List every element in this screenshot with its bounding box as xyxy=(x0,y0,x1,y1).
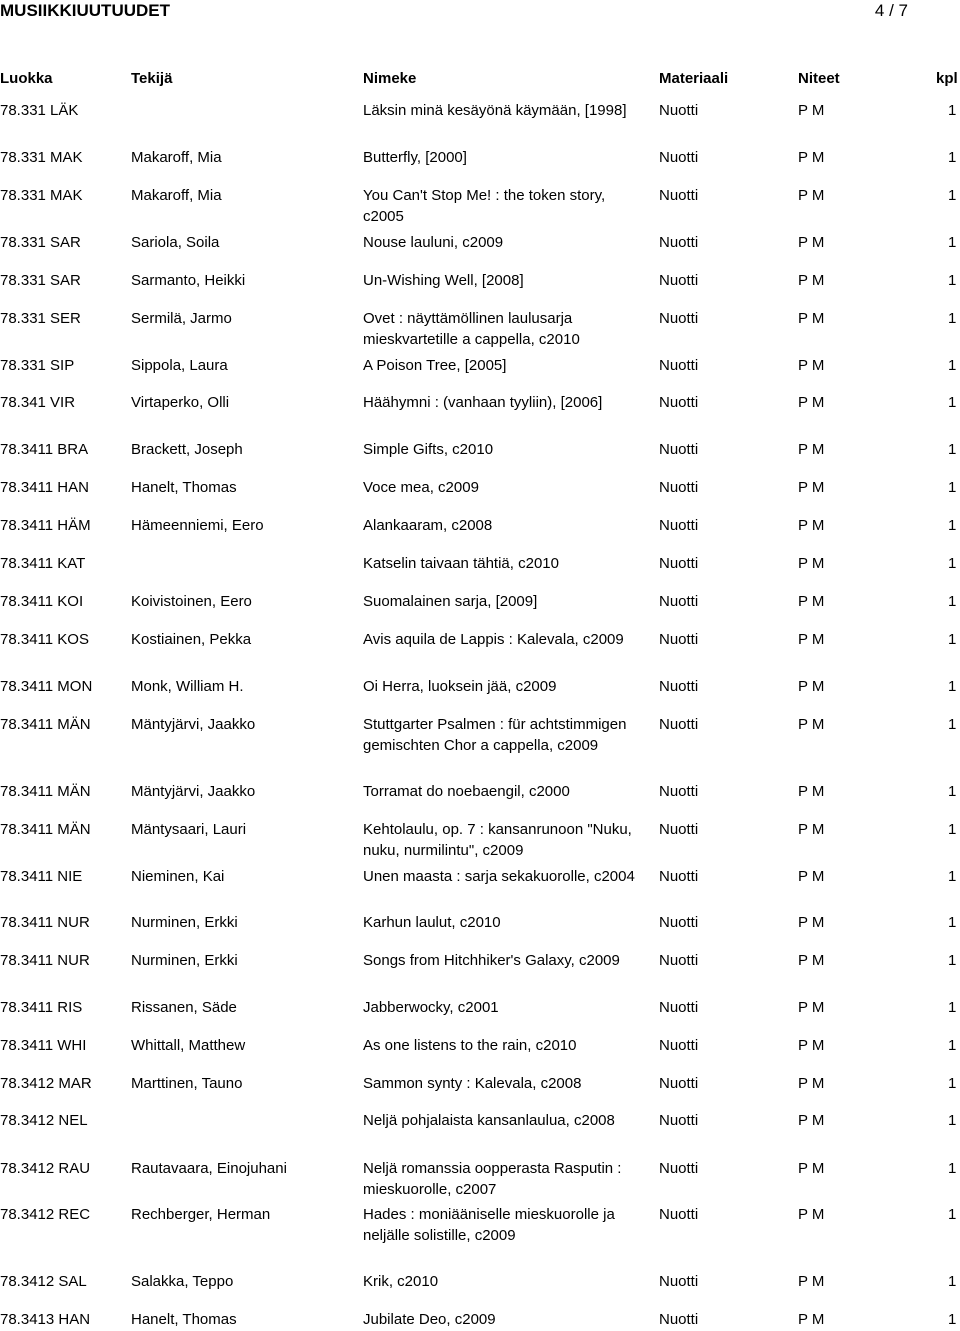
cell-nimeke: Stuttgarter Psalmen : für achtstimmigen gemischten Chor a cappella, c2009 xyxy=(363,716,627,754)
cell-kpl: 1 xyxy=(948,1273,957,1290)
cell-kpl: 1 xyxy=(948,272,957,289)
cell-materiaali: Nuotti xyxy=(659,479,699,496)
cell-tekija: Rautavaara, Einojuhani xyxy=(131,1160,287,1177)
cell-kpl: 1 xyxy=(948,868,957,885)
cell-nimeke: Karhun laulut, c2010 xyxy=(363,914,501,931)
cell-niteet: P M xyxy=(798,357,825,374)
cell-tekija: Nieminen, Kai xyxy=(131,868,225,885)
cell-niteet: P M xyxy=(798,914,825,931)
cell-kpl: 1 xyxy=(948,479,957,496)
cell-materiaali: Nuotti xyxy=(659,394,699,411)
cell-tekija: Sippola, Laura xyxy=(131,357,228,374)
cell-luokka: 78.3411 WHI xyxy=(0,1037,87,1054)
cell-luokka: 78.3411 KOS xyxy=(0,631,89,648)
cell-nimeke: Hades : moniääniselle mieskuorolle ja neljälle solistille, c2009 xyxy=(363,1206,615,1244)
cell-kpl: 1 xyxy=(948,1112,957,1129)
cell-nimeke: Nouse lauluni, c2009 xyxy=(363,234,504,251)
cell-kpl: 1 xyxy=(948,1206,957,1223)
cell-materiaali: Nuotti xyxy=(659,149,699,166)
cell-luokka: 78.3412 SAL xyxy=(0,1273,87,1290)
cell-nimeke: You Can't Stop Me! : the token story, c2005 xyxy=(363,187,606,225)
cell-materiaali: Nuotti xyxy=(659,952,699,969)
cell-tekija: Mäntyjärvi, Jaakko xyxy=(131,783,256,800)
cell-nimeke: Un-Wishing Well, [2008] xyxy=(363,272,524,289)
cell-tekija: Hanelt, Thomas xyxy=(131,479,237,496)
column-header-kpl: kpl xyxy=(936,70,958,87)
cell-materiaali: Nuotti xyxy=(659,716,699,733)
cell-niteet: P M xyxy=(798,394,825,411)
cell-nimeke: Katselin taivaan tähtiä, c2010 xyxy=(363,555,559,572)
cell-kpl: 1 xyxy=(948,357,957,374)
cell-tekija: Hämeenniemi, Eero xyxy=(131,517,264,534)
cell-materiaali: Nuotti xyxy=(659,441,699,458)
cell-niteet: P M xyxy=(798,272,825,289)
cell-nimeke: Oi Herra, luoksein jää, c2009 xyxy=(363,678,557,695)
cell-kpl: 1 xyxy=(948,1160,957,1177)
cell-nimeke: Voce mea, c2009 xyxy=(363,479,479,496)
cell-nimeke: Simple Gifts, c2010 xyxy=(363,441,494,458)
cell-niteet: P M xyxy=(798,678,825,695)
cell-tekija: Rechberger, Herman xyxy=(131,1206,271,1223)
cell-nimeke: Alankaaram, c2008 xyxy=(363,517,493,534)
cell-niteet: P M xyxy=(798,999,825,1016)
cell-tekija: Koivistoinen, Eero xyxy=(131,593,252,610)
cell-tekija: Nurminen, Erkki xyxy=(131,914,238,931)
cell-luokka: 78.3411 NUR xyxy=(0,914,90,931)
cell-nimeke: Neljä romanssia oopperasta Rasputin : mieskuorolle, c2007 xyxy=(363,1160,622,1198)
cell-luokka: 78.3412 REC xyxy=(0,1206,91,1223)
cell-nimeke: Butterfly, [2000] xyxy=(363,149,467,166)
cell-nimeke: Suomalainen sarja, [2009] xyxy=(363,593,538,610)
cell-materiaali: Nuotti xyxy=(659,678,699,695)
cell-niteet: P M xyxy=(798,952,825,969)
cell-niteet: P M xyxy=(798,102,825,119)
cell-luokka: 78.3411 MÄN xyxy=(0,716,91,733)
cell-tekija: Mäntysaari, Lauri xyxy=(131,821,247,838)
cell-materiaali: Nuotti xyxy=(659,234,699,251)
cell-materiaali: Nuotti xyxy=(659,1160,699,1177)
cell-kpl: 1 xyxy=(948,783,957,800)
cell-kpl: 1 xyxy=(948,234,957,251)
cell-materiaali: Nuotti xyxy=(659,1037,699,1054)
cell-tekija: Hanelt, Thomas xyxy=(131,1311,237,1328)
cell-kpl: 1 xyxy=(948,310,957,327)
cell-nimeke: Häähymni : (vanhaan tyyliin), [2006] xyxy=(363,394,603,411)
table-header xyxy=(0,69,960,89)
cell-niteet: P M xyxy=(798,783,825,800)
cell-luokka: 78.331 MAK xyxy=(0,187,83,204)
cell-materiaali: Nuotti xyxy=(659,310,699,327)
cell-nimeke: Ovet : näyttämöllinen laulusarja mieskvartetille a cappella, c2010 xyxy=(363,310,580,348)
cell-luokka: 78.3411 HÄM xyxy=(0,517,91,534)
cell-materiaali: Nuotti xyxy=(659,1075,699,1092)
column-header-nimeke: Nimeke xyxy=(363,70,417,87)
cell-kpl: 1 xyxy=(948,678,957,695)
cell-tekija: Makaroff, Mia xyxy=(131,187,222,204)
cell-luokka: 78.3411 NUR xyxy=(0,952,90,969)
cell-tekija: Monk, William H. xyxy=(131,678,244,695)
cell-nimeke: Sammon synty : Kalevala, c2008 xyxy=(363,1075,582,1092)
cell-kpl: 1 xyxy=(948,1075,957,1092)
cell-materiaali: Nuotti xyxy=(659,999,699,1016)
cell-tekija: Makaroff, Mia xyxy=(131,149,222,166)
cell-niteet: P M xyxy=(798,441,825,458)
cell-niteet: P M xyxy=(798,479,825,496)
cell-materiaali: Nuotti xyxy=(659,1311,699,1328)
column-header-materiaali: Materiaali xyxy=(659,70,729,87)
cell-kpl: 1 xyxy=(948,716,957,733)
cell-tekija: Sarmanto, Heikki xyxy=(131,272,246,289)
cell-tekija: Rissanen, Säde xyxy=(131,999,237,1016)
cell-materiaali: Nuotti xyxy=(659,631,699,648)
cell-materiaali: Nuotti xyxy=(659,1112,699,1129)
cell-luokka: 78.331 SIP xyxy=(0,357,75,374)
column-header-tekija: Tekijä xyxy=(131,70,173,87)
cell-tekija: Marttinen, Tauno xyxy=(131,1075,243,1092)
cell-niteet: P M xyxy=(798,187,825,204)
cell-materiaali: Nuotti xyxy=(659,357,699,374)
cell-materiaali: Nuotti xyxy=(659,868,699,885)
cell-niteet: P M xyxy=(798,716,825,733)
cell-luokka: 78.331 LÄK xyxy=(0,102,79,119)
cell-nimeke: A Poison Tree, [2005] xyxy=(363,357,507,374)
cell-kpl: 1 xyxy=(948,102,957,119)
cell-luokka: 78.3411 MON xyxy=(0,678,93,695)
cell-tekija: Whittall, Matthew xyxy=(131,1037,246,1054)
cell-luokka: 78.331 SAR xyxy=(0,234,81,251)
cell-tekija: Mäntyjärvi, Jaakko xyxy=(131,716,256,733)
cell-niteet: P M xyxy=(798,1075,825,1092)
cell-luokka: 78.331 SAR xyxy=(0,272,81,289)
cell-luokka: 78.331 MAK xyxy=(0,149,83,166)
cell-kpl: 1 xyxy=(948,555,957,572)
document-title: MUSIIKKIUUTUUDET xyxy=(0,1,170,20)
cell-kpl: 1 xyxy=(948,187,957,204)
cell-tekija: Virtaperko, Olli xyxy=(131,394,230,411)
cell-niteet: P M xyxy=(798,1112,825,1129)
cell-nimeke: Jubilate Deo, c2009 xyxy=(363,1311,496,1328)
cell-kpl: 1 xyxy=(948,914,957,931)
cell-kpl: 1 xyxy=(948,149,957,166)
cell-nimeke: Krik, c2010 xyxy=(363,1273,439,1290)
cell-niteet: P M xyxy=(798,631,825,648)
cell-nimeke: Songs from Hitchhiker's Galaxy, c2009 xyxy=(363,952,620,969)
cell-kpl: 1 xyxy=(948,394,957,411)
cell-luokka: 78.3411 NIE xyxy=(0,868,83,885)
page-number: 4 / 7 xyxy=(874,1,908,20)
cell-kpl: 1 xyxy=(948,631,957,648)
cell-luokka: 78.3411 HAN xyxy=(0,479,89,496)
cell-tekija: Kostiainen, Pekka xyxy=(131,631,252,648)
cell-materiaali: Nuotti xyxy=(659,1273,699,1290)
cell-nimeke: Unen maasta : sarja sekakuorolle, c2004 xyxy=(363,868,635,885)
cell-materiaali: Nuotti xyxy=(659,187,699,204)
cell-tekija: Nurminen, Erkki xyxy=(131,952,238,969)
cell-kpl: 1 xyxy=(948,517,957,534)
cell-luokka: 78.331 SER xyxy=(0,310,81,327)
cell-nimeke: As one listens to the rain, c2010 xyxy=(363,1037,577,1054)
cell-niteet: P M xyxy=(798,517,825,534)
cell-luokka: 78.3412 NEL xyxy=(0,1112,88,1129)
cell-kpl: 1 xyxy=(948,999,957,1016)
cell-niteet: P M xyxy=(798,1160,825,1177)
cell-luokka: 78.3413 HAN xyxy=(0,1311,91,1328)
cell-niteet: P M xyxy=(798,821,825,838)
cell-kpl: 1 xyxy=(948,593,957,610)
cell-tekija: Sariola, Soila xyxy=(131,234,220,251)
cell-nimeke: Avis aquila de Lappis : Kalevala, c2009 xyxy=(363,631,624,648)
cell-luokka: 78.341 VIR xyxy=(0,394,76,411)
cell-luokka: 78.3411 BRA xyxy=(0,441,89,458)
cell-niteet: P M xyxy=(798,555,825,572)
cell-materiaali: Nuotti xyxy=(659,783,699,800)
cell-luokka: 78.3411 MÄN xyxy=(0,783,91,800)
cell-niteet: P M xyxy=(798,1206,825,1223)
cell-tekija: Sermilä, Jarmo xyxy=(131,310,232,327)
cell-kpl: 1 xyxy=(948,952,957,969)
cell-niteet: P M xyxy=(798,310,825,327)
cell-luokka: 78.3411 MÄN xyxy=(0,821,91,838)
cell-kpl: 1 xyxy=(948,1037,957,1054)
cell-materiaali: Nuotti xyxy=(659,914,699,931)
cell-niteet: P M xyxy=(798,149,825,166)
cell-materiaali: Nuotti xyxy=(659,593,699,610)
column-header-luokka: Luokka xyxy=(0,70,53,87)
cell-nimeke: Jabberwocky, c2001 xyxy=(363,999,499,1016)
cell-nimeke: Neljä pohjalaista kansanlaulua, c2008 xyxy=(363,1112,615,1129)
cell-niteet: P M xyxy=(798,234,825,251)
cell-materiaali: Nuotti xyxy=(659,555,699,572)
cell-luokka: 78.3411 KOI xyxy=(0,593,84,610)
cell-tekija: Salakka, Teppo xyxy=(131,1273,234,1290)
cell-tekija: Brackett, Joseph xyxy=(131,441,243,458)
cell-kpl: 1 xyxy=(948,1311,957,1328)
cell-materiaali: Nuotti xyxy=(659,102,699,119)
cell-luokka: 78.3411 RIS xyxy=(0,999,83,1016)
cell-materiaali: Nuotti xyxy=(659,517,699,534)
cell-materiaali: Nuotti xyxy=(659,821,699,838)
cell-luokka: 78.3412 RAU xyxy=(0,1160,91,1177)
cell-luokka: 78.3412 MAR xyxy=(0,1075,92,1092)
cell-kpl: 1 xyxy=(948,821,957,838)
cell-luokka: 78.3411 KAT xyxy=(0,555,86,572)
cell-nimeke: Läksin minä kesäyönä käymään, [1998] xyxy=(363,102,627,119)
cell-nimeke: Torramat do noebaengil, c2000 xyxy=(363,783,570,800)
cell-materiaali: Nuotti xyxy=(659,272,699,289)
cell-nimeke: Kehtolaulu, op. 7 : kansanrunoon "Nuku, nuku, nurmilintu", c2009 xyxy=(363,821,632,859)
cell-niteet: P M xyxy=(798,1311,825,1328)
column-header-niteet: Niteet xyxy=(798,70,840,87)
cell-materiaali: Nuotti xyxy=(659,1206,699,1223)
cell-niteet: P M xyxy=(798,593,825,610)
cell-niteet: P M xyxy=(798,1037,825,1054)
cell-niteet: P M xyxy=(798,1273,825,1290)
cell-kpl: 1 xyxy=(948,441,957,458)
cell-niteet: P M xyxy=(798,868,825,885)
